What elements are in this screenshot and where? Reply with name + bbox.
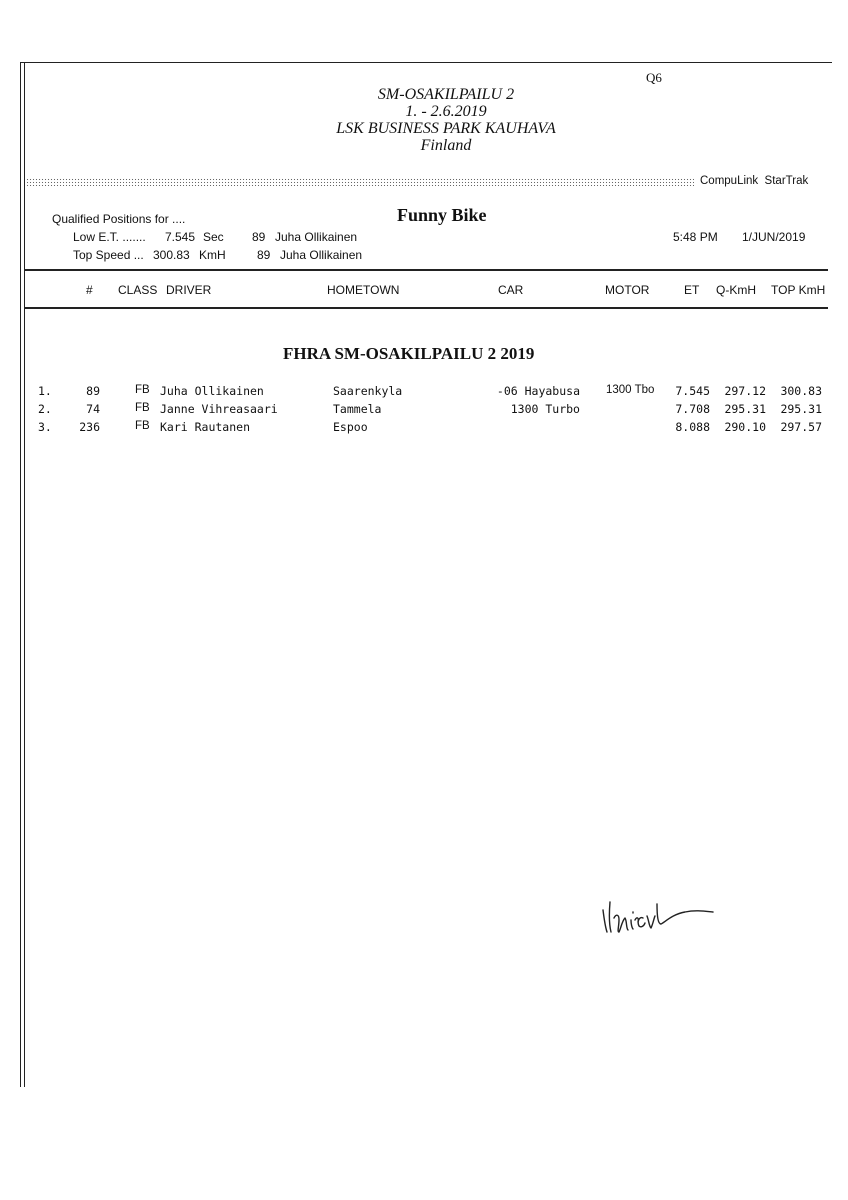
cell-hometown: Tammela (333, 402, 382, 416)
top-speed-unit: KmH (199, 248, 226, 262)
cell-pos: 2. (38, 402, 52, 416)
cell-class: FB (135, 402, 150, 414)
col-header-car: CAR (498, 283, 524, 297)
low-et-number: 89 (252, 230, 266, 244)
cell-qkmh: 297.12 (724, 384, 766, 398)
cell-car: -06 Hayabusa (496, 384, 580, 398)
class-title: Funny Bike (397, 205, 487, 225)
frame-left-outer (20, 62, 21, 1087)
top-speed-value: 300.83 (153, 248, 190, 262)
cell-num: 74 (86, 402, 100, 416)
low-et-value: 7.545 (165, 230, 196, 244)
rule-below-headers (24, 307, 828, 309)
cell-topkmh: 297.57 (780, 420, 822, 434)
rule-above-headers (24, 269, 828, 271)
cell-et: 8.088 (675, 420, 710, 434)
qualified-heading: Qualified Positions for .... (52, 212, 186, 226)
col-header-hometown: HOMETOWN (327, 283, 400, 297)
cell-qkmh: 295.31 (724, 402, 766, 416)
frame-top-rule (20, 62, 832, 63)
cell-class: FB (135, 420, 150, 432)
top-speed-driver: Juha Ollikainen (280, 248, 363, 262)
cell-pos: 3. (38, 420, 52, 434)
cell-hometown: Saarenkyla (333, 384, 403, 398)
top-speed-label: Top Speed ... (73, 248, 144, 262)
report-code: Q6 (646, 70, 662, 85)
cell-num: 236 (79, 420, 100, 434)
low-et-unit: Sec (203, 230, 224, 244)
col-header-motor: MOTOR (605, 283, 650, 297)
col-header-class: CLASS (118, 283, 158, 297)
cell-et: 7.708 (675, 402, 710, 416)
event-title: SM-OSAKILPAILU 2 (377, 86, 515, 103)
cell-num: 89 (86, 384, 100, 398)
cell-car: 1300 Turbo (510, 402, 580, 416)
cell-driver: Juha Ollikainen (160, 384, 264, 398)
event-venue: LSK BUSINESS PARK KAUHAVA (336, 120, 556, 137)
report-date: 1/JUN/2019 (742, 230, 806, 244)
col-header-num: # (86, 283, 93, 297)
frame-left-inner (24, 62, 25, 1087)
cell-driver: Kari Rautanen (160, 420, 251, 434)
branding-label: CompuLink StarTrak (700, 175, 809, 187)
cell-driver: Janne Vihreasaari (160, 402, 278, 416)
low-et-driver: Juha Ollikainen (275, 230, 358, 244)
col-header-qkmh: Q-KmH (716, 283, 756, 297)
cell-motor: 1300 Tbo (606, 384, 655, 396)
cell-et: 7.545 (675, 384, 710, 398)
col-header-driver: DRIVER (166, 283, 212, 297)
signature-image (595, 888, 720, 943)
event-country: Finland (420, 137, 472, 154)
low-et-label: Low E.T. ....... (73, 230, 146, 244)
cell-hometown: Espoo (333, 420, 368, 434)
cell-topkmh: 300.83 (780, 384, 822, 398)
cell-pos: 1. (38, 384, 52, 398)
col-header-et: ET (684, 283, 700, 297)
top-speed-number: 89 (257, 248, 271, 262)
section-title: FHRA SM-OSAKILPAILU 2 2019 (283, 344, 535, 363)
cell-qkmh: 290.10 (724, 420, 766, 434)
cell-topkmh: 295.31 (780, 402, 822, 416)
dotted-band (26, 178, 694, 186)
col-header-topkmh: TOP KmH (771, 283, 826, 297)
report-time: 5:48 PM (673, 230, 718, 244)
event-dates: 1. - 2.6.2019 (405, 103, 487, 120)
cell-class: FB (135, 384, 150, 396)
